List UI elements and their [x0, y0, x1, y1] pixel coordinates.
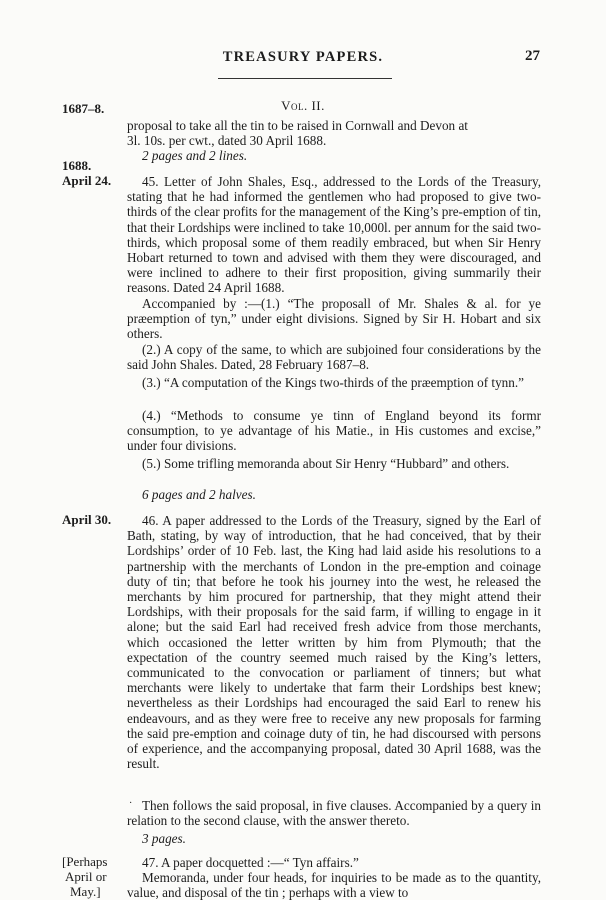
entry-45-body: 45. Letter of John Shales, Esq., addressed to the Lords of the Treasury, stating that he had informed the gentlemen who had proposed to give two-thirds of the clear profits for the management of the King’s pre-emption of tin, that their Lordships were inclined to take 10,000l. per annum for the said two-thirds, which proposal some of them readily embraced, but when Sir Henry Hobart returned to town and advised with them they were discouraged, and were inclined to adhere to their first proposition, giving summarily their reasons. Dated 24 April 1688. [127, 174, 541, 296]
entry-45-accompanied-3: (3.) “A computation of the Kings two-thirds of the præemption of tynn.” [142, 375, 525, 390]
volume-heading: Vol. II. [281, 98, 325, 113]
continuation-line-1: proposal to take all the tin to be raised in Cornwall and Devon at [127, 118, 468, 133]
running-title: TREASURY PAPERS. [222, 49, 384, 65]
margin-perhaps-3: May.] [70, 884, 101, 899]
entry-46-follows: Then follows the said proposal, in five clauses. Accompanied by a query in relation to the second clause, with the answer thereto. [127, 798, 541, 829]
print-speck: · [129, 798, 133, 809]
entry-45-accompanied-5: (5.) Some trifling memoranda about Sir Henry “Hubbard” and others. [142, 456, 510, 471]
entry-45-accompanied-2: (2.) A copy of the same, to which are subjoined four considerations by the said John Shales. Dated, 28 February 1687–8. [127, 342, 541, 373]
margin-year-1687-8: 1687–8. [62, 101, 105, 116]
entry-46-page-count: 3 pages. [142, 831, 186, 846]
margin-date-april-24: April 24. [62, 173, 112, 188]
entry-47-memoranda: Memoranda, under four heads, for inquiries to be made as to the quantity, value, and disposal of the tin ; perhaps with a view to [127, 870, 541, 900]
continuation-line-2: 3l. 10s. per cwt., dated 30 April 1688. [127, 133, 327, 148]
entry-47-title: 47. A paper docquetted :—“ Tyn affairs.” [142, 855, 359, 870]
entry-45-accompanied-1: Accompanied by :—(1.) “The proposall of Mr. Shales & al. for ye præemption of tyn,” under eight divisions. Signed by Sir H. Hobart and six others. [127, 296, 541, 342]
continuation-page-count: 2 pages and 2 lines. [142, 148, 248, 163]
margin-perhaps-2: April or [65, 869, 107, 884]
entry-46-body: 46. A paper addressed to the Lords of the Treasury, signed by the Earl of Bath, stating, by way of introduction, that he had conceived, that by their Lordships’ order of 10 Feb. last, the King had laid aside his resolutions to a partnership with the merchants of London in the pre-emption and coinage duty of tin; that before he took his journey into the west, he released the merchants by him procured for partnership, that they might attend their Lordships, with their proposals for the said farm, if willing to engage in it alone; but the said Earl had received fresh advice from those merchants, which occasioned the letter written by him from Plymouth; that the expectation of the country seemed much raised by the King’s letters, communicated to the convocation or parliament of tinners; but what merchants were likely to undertake that farm their Lordships best knew; nevertheless as their Lordships had encouraged the said Earl to renew his endeavours, and as they were free to receive any new proposals for farming the said pre-emption and coinage duty of tin, he had discoursed with persons of experience, and the accompanying proposal, dated 30 April 1688, was the result. [127, 513, 541, 772]
margin-year-1688: 1688. [62, 158, 92, 173]
entry-45-accompanied-4: (4.) “Methods to consume ye tinn of England beyond its formr consumption, to ye advantage of his Matie., in His customes and excise,” under four divisions. [127, 408, 541, 454]
page-number: 27 [525, 48, 540, 64]
header-rule [218, 78, 392, 79]
entry-45-page-count: 6 pages and 2 halves. [142, 487, 256, 502]
margin-perhaps-1: [Perhaps [62, 854, 108, 869]
margin-date-april-30: April 30. [62, 512, 112, 527]
